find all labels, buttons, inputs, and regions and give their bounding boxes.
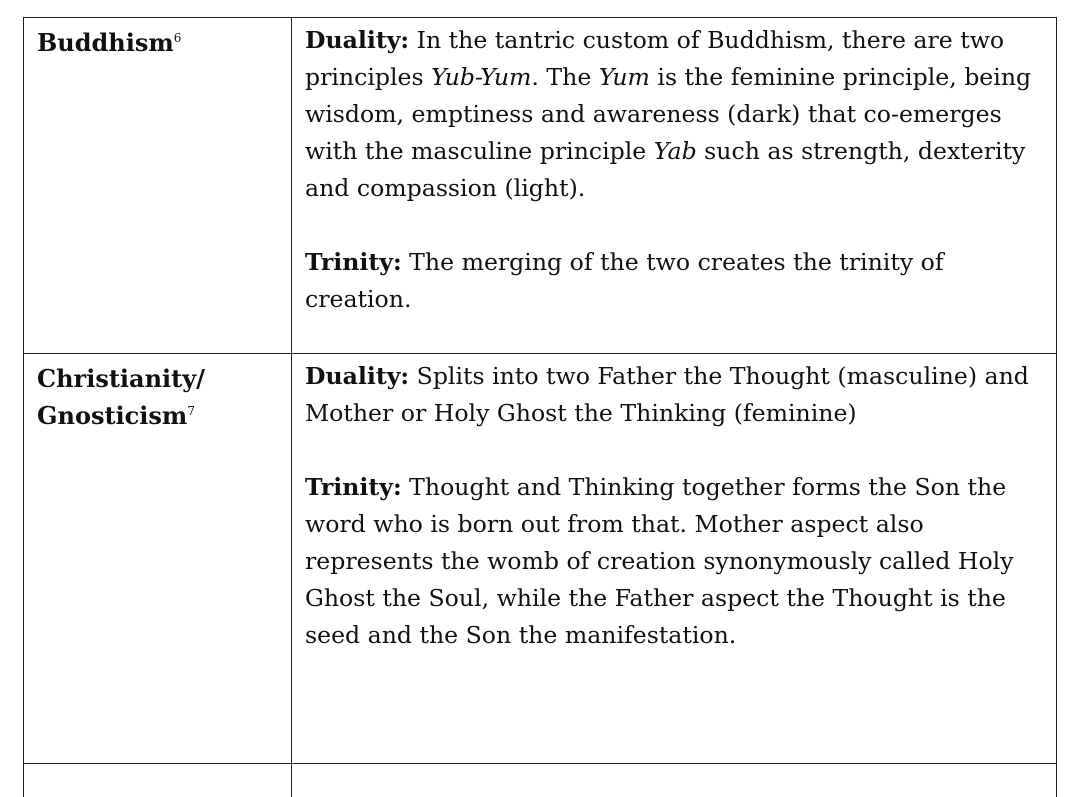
label-text: Buddhism [37, 28, 174, 57]
table-row-christianity [24, 354, 1056, 764]
duality-text: Splits into two Father the Thought (masculine) and Mother or Holy Ghost the Thinking (feminine) [305, 362, 1029, 427]
table-row-buddhism [24, 18, 1056, 354]
duality-label: Duality: [305, 26, 410, 54]
label-text: Gnosticism [37, 401, 188, 430]
trinity-label: Trinity: [305, 248, 402, 276]
duality-paragraph [305, 22, 1045, 207]
duality-text: such as strength, dexterity and compassion (light). [305, 137, 1026, 202]
trinity-text: The merging of the two creates the trinity of creation. [305, 248, 944, 313]
duality-italic: Yab [653, 137, 697, 165]
duality-italic: Yum [598, 63, 650, 91]
row-label-christianity [37, 360, 282, 434]
label-text: Christianity/ [37, 364, 205, 393]
comparison-table [23, 17, 1057, 797]
trinity-paragraph [305, 469, 1045, 654]
footnote-ref[interactable]: 6 [173, 31, 182, 45]
trinity-text: Thought and Thinking together forms the Son the word who is born out from that. Mother aspect also represents the womb of creation synonymously called Holy Ghost the Soul, while the Father aspect the Thought is the seed and the Son the manifestation. [305, 473, 1014, 649]
trinity-paragraph [305, 244, 1045, 318]
duality-paragraph [305, 358, 1045, 432]
footnote-ref[interactable]: 7 [187, 404, 195, 418]
row-label-buddhism [37, 24, 282, 61]
duality-text: is the feminine principle, being wisdom, emptiness and awareness (dark) that co-emerges with the masculine principle [305, 63, 1032, 165]
row-content-christianity [305, 358, 1045, 654]
duality-text: . The [531, 63, 599, 91]
duality-label: Duality: [305, 362, 410, 390]
duality-text: In the tantric custom of Buddhism, there are two principles [305, 26, 1005, 91]
duality-italic: Yub-Yum [431, 63, 532, 91]
row-content-buddhism [305, 22, 1045, 318]
trinity-label: Trinity: [305, 473, 402, 501]
